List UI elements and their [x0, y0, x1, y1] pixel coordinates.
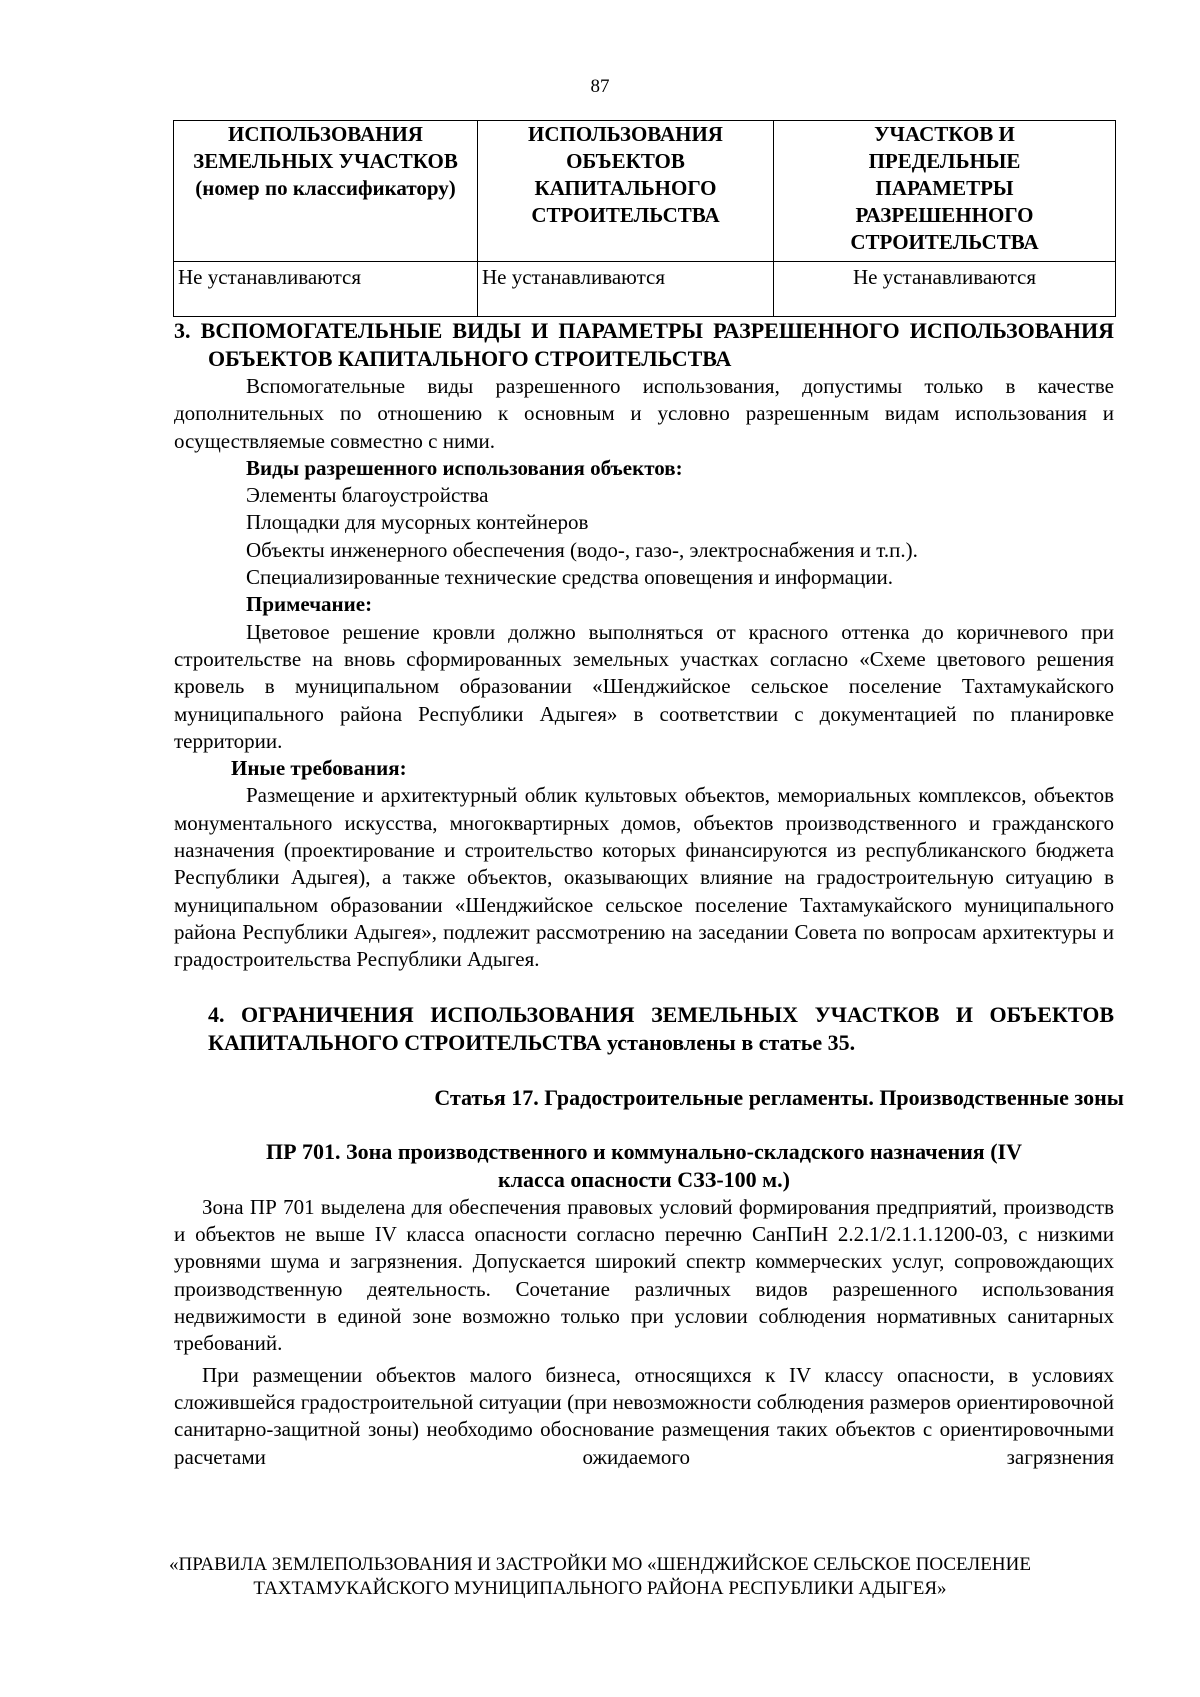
list-item: Специализированные технические средства оповещения и информации.: [246, 565, 894, 590]
main-content: [174, 317, 1124, 1471]
list-item: Элементы благоустройства: [246, 483, 489, 508]
col3-header: УЧАСТКОВ И ПРЕДЕЛЬНЫЕ ПАРАМЕТРЫ РАЗРЕШЕННОГО СТРОИТЕЛЬСТВА: [850, 122, 1039, 254]
table-header-cell: [774, 121, 1116, 262]
regulations-table: [173, 120, 1116, 317]
col2-header: ИСПОЛЬЗОВАНИЯ ОБЪЕКТОВ КАПИТАЛЬНОГО СТРОИТЕЛЬСТВА: [528, 122, 723, 227]
document-footer: [0, 1553, 1200, 1601]
table-cell: Не устанавливаются: [174, 262, 478, 317]
other-heading: Иные требования:: [231, 756, 407, 781]
col1-header: ИСПОЛЬЗОВАНИЯ ЗЕМЕЛЬНЫХ УЧАСТКОВ: [193, 122, 458, 173]
zone-title-line1: ПР 701. Зона производственного и коммунально-складского назначения (IV: [266, 1138, 1022, 1164]
table-header-row: [174, 121, 1116, 262]
note-text: Цветовое решение кровли должно выполняться от красного оттенка до коричневого при строительстве на вновь сформированных земельных участках согласно «Схеме цветового решения кровель в муниципальном образовании «Шенджийское сельское поселение Тахтамукайского муниципального района Республики Адыгея» в соответствии с документацией по планировке территории.: [174, 619, 1114, 753]
table-row: [174, 262, 1116, 317]
other-text: Размещение и архитектурный облик культовых объектов, мемориальных комплексов, объектов монументального искусства, многоквартирных домов, объектов производственного и гражданского назначения (проектирование и строительство которых финансируются из республиканского бюджета Республики Адыгея), а также объектов, оказывающих влияние на градостроительную ситуацию в муниципальном образовании «Шенджийское сельское поселение Тахтамукайского муниципального района Республики Адыгея», подлежит рассмотрению на заседании Совета по вопросам архитектуры и градостроительства Республики Адыгея.: [174, 783, 1114, 972]
spacer: [174, 1057, 1114, 1084]
footer-line2: ТАХТАМУКАЙСКОГО МУНИЦИПАЛЬНОГО РАЙОНА РЕСПУБЛИКИ АДЫГЕЯ»: [253, 1578, 947, 1599]
col1-header-sub: (номер по классификатору): [195, 176, 456, 200]
note-heading: Примечание:: [246, 592, 373, 617]
zone-paragraph: Зона ПР 701 выделена для обеспечения правовых условий формирования предприятий, производств и объектов не выше IV класса опасности согласно перечню СанПиН 2.2.1/2.1.1.1200-03, с низкими уровнями шума и загрязнения. Допускается широкий спектр коммерческих услуг, сопровождающих производственную деятельность. Сочетание различных видов разрешенного использования недвижимости в единой зоне возможно только при условии соблюдения нормативных санитарных требований.: [174, 1194, 1114, 1356]
spacer: [174, 974, 1114, 1001]
table-header-cell: [174, 121, 478, 262]
table-cell: Не устанавливаются: [478, 262, 774, 317]
zone-title-line2: класса опасности СЗЗ-100 м.): [498, 1166, 790, 1192]
types-heading: Виды разрешенного использования объектов:: [246, 455, 683, 480]
table-cell: Не устанавливаются: [774, 262, 1116, 317]
section4-heading: 4. ОГРАНИЧЕНИЯ ИСПОЛЬЗОВАНИЯ ЗЕМЕЛЬНЫХ УЧАСТКОВ И ОБЪЕКТОВ КАПИТАЛЬНОГО СТРОИТЕЛЬСТВА установлены в статье 35.: [208, 1001, 1114, 1055]
page-number: 87: [590, 76, 610, 97]
article-title: Статья 17. Градостроительные регламенты. Производственные зоны: [434, 1084, 1124, 1110]
zone-paragraph: При размещении объектов малого бизнеса, относящихся к IV классу опасности, в условиях сложившейся градостроительной ситуации (при невозможности соблюдения размеров ориентировочной санитарно-защитной зоны) необходимо обоснование размещения таких объектов с ориентировочными расчетами ожидаемого загрязнения: [174, 1362, 1114, 1469]
table-header-cell: [478, 121, 774, 262]
section3-intro: Вспомогательные виды разрешенного использования, допустимы только в качестве дополнительных по отношению к основным и условно разрешенным видам использования и осуществляемые совместно с ними.: [174, 374, 1114, 453]
list-item: Площадки для мусорных контейнеров: [246, 510, 589, 535]
footer-line1: «ПРАВИЛА ЗЕМЛЕПОЛЬЗОВАНИЯ И ЗАСТРОЙКИ МО «ШЕНДЖИЙСКОЕ СЕЛЬСКОЕ ПОСЕЛЕНИЕ: [169, 1554, 1031, 1575]
list-item: Объекты инженерного обеспечения (водо-, газо-, электроснабжения и т.п.).: [246, 537, 918, 562]
section3-heading: 3. ВСПОМОГАТЕЛЬНЫЕ ВИДЫ И ПАРАМЕТРЫ РАЗРЕШЕННОГО ИСПОЛЬЗОВАНИЯ ОБЪЕКТОВ КАПИТАЛЬНОГО СТРОИТЕЛЬСТВА: [174, 318, 1114, 371]
spacer: [174, 1111, 1114, 1138]
